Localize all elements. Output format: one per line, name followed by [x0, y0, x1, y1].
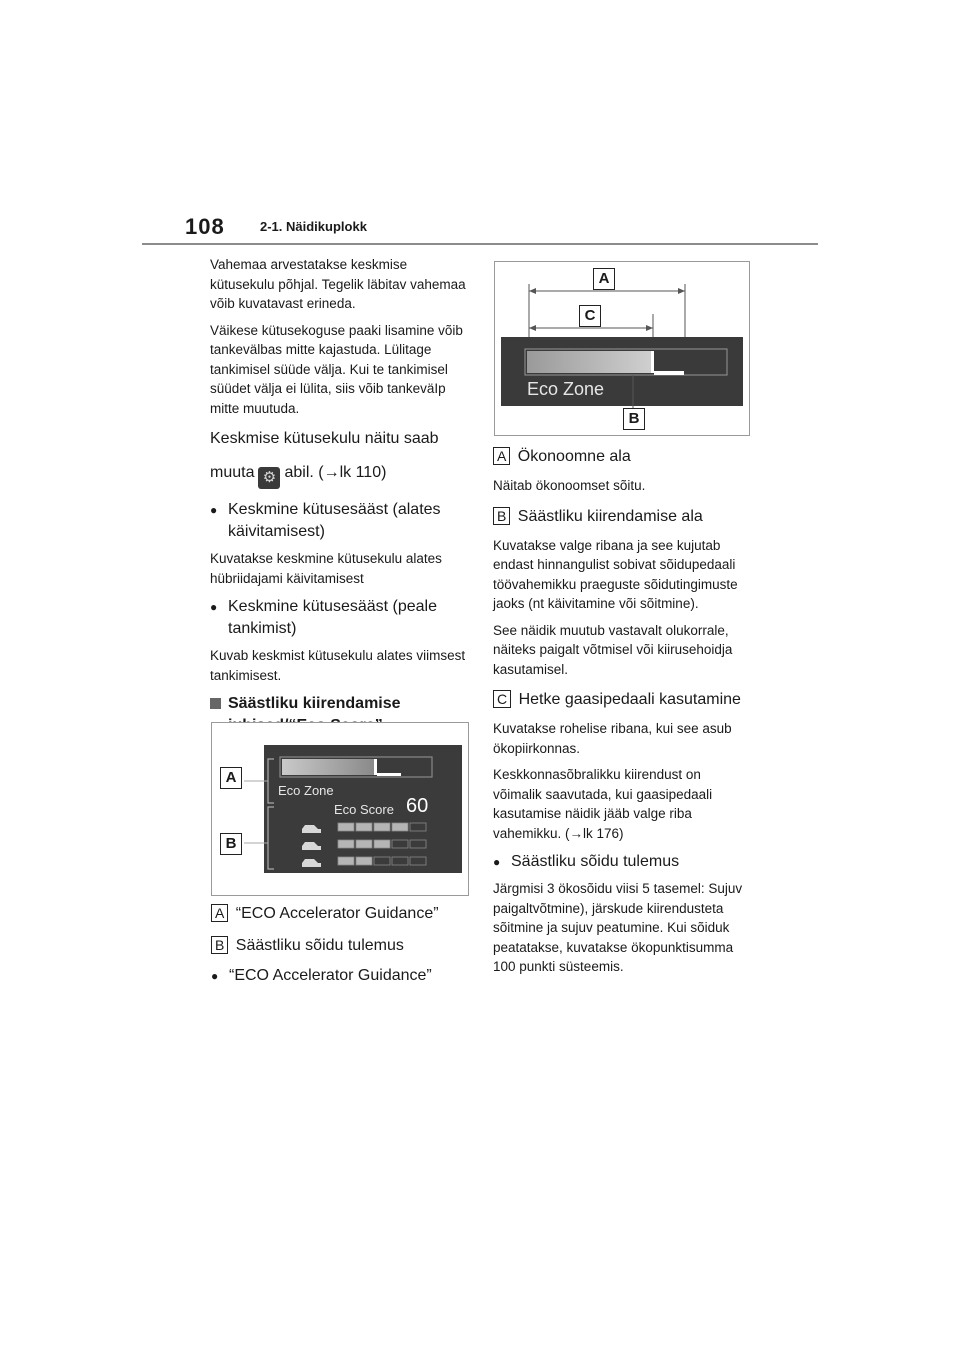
paragraph: Väikese kütusekoguse paaki lisamine võib tankevälbas mitte kajastuda. Lülitage tankimisel süüde välja. Kui te tankimisel süüdet välja ei lülita, siis võib tankeväIp mitte muutuda. — [210, 322, 463, 416]
figure-label-b: B — [623, 408, 645, 430]
paragraph: Vahemaa arvestatakse keskmise kütusekulu põhjal. Tegelik läbitav vahemaa võib kuvatavast erineda. — [210, 257, 466, 311]
eco-bar-marker — [374, 759, 377, 775]
arrowhead — [529, 325, 536, 331]
definition-c — [493, 689, 753, 711]
definition-title-c: Hetke gaasipedaali kasutamine — [518, 691, 741, 708]
paragraph-text: abil. (→lk 110) — [284, 464, 387, 481]
definition-key-c: C — [493, 690, 511, 708]
bullet-item: ● Keskmine kütusesääst (peale tankimist) — [210, 596, 470, 640]
bullet-item: ● Keskmine kütusesääst (alates käivitamisest) — [210, 499, 470, 543]
paragraph — [210, 459, 470, 489]
eco-zone-label: Eco Zone — [527, 379, 605, 399]
eco-bar-white-range — [654, 371, 684, 375]
paragraph: Kuvatakse valge ribana ja see kujutab endast hinnangulist sobivat sõidupedaali töövahemikku praeguste sõidutingimuste jaoks (nt käivitamine või sõitmine). — [493, 537, 738, 611]
figure-label-a: A — [220, 767, 242, 789]
section-heading-text: Säästliku kiirendamise — [228, 695, 401, 712]
eco-bar-white-range — [377, 773, 401, 776]
figure-label-a: A — [593, 268, 615, 290]
score-segment — [338, 823, 354, 831]
paragraph: Kuvab keskmist kütusekulu alates viimsest tankimisest. — [210, 648, 466, 683]
eco-bar-fill — [282, 759, 374, 775]
paragraph: Keskmise kütusekulu näitu saab — [210, 430, 439, 447]
definition-title-b: Säästliku kiirendamise ala — [517, 507, 703, 525]
definition-title-a: Ökonoomne ala — [517, 448, 631, 465]
left-legend — [211, 903, 471, 993]
arrowhead — [678, 288, 685, 294]
left-column — [210, 255, 470, 745]
score-segment — [374, 823, 390, 831]
eco-bar-marker — [651, 351, 654, 373]
eco-score-figure — [211, 722, 469, 896]
score-segment — [356, 857, 372, 865]
paragraph: See näidik muutub vastavalt olukorrale, näiteks paigalt võtmisel või kiirusehoidja kasutamisel. — [493, 622, 733, 677]
score-segment — [392, 823, 408, 831]
arrowhead — [529, 288, 536, 294]
definition-key-a: A — [493, 447, 510, 465]
paragraph: Kuvatakse rohelise ribana, kui see asub ökopiirkonnas. — [493, 721, 732, 756]
paragraph-text: muuta — [210, 464, 255, 481]
gear-icon: ⚙ — [258, 467, 280, 489]
bullet-item: ● “ECO Accelerator Guidance” — [211, 965, 471, 987]
figure-label-b: B — [220, 833, 242, 855]
score-segment — [338, 857, 354, 865]
paragraph: Näitab ökonoomset sõitu. — [493, 478, 646, 493]
paragraph: Kuvatakse keskmine kütusekulu alates hübriidajami käivitamisest — [210, 551, 442, 586]
paragraph: Keskkonnasõbralikku kiirendust on võimalik saavutada, kui gaasipedaali kasutamise näidik jääb valge riba vahemikku. (→lk 176) — [493, 767, 713, 841]
header-rule — [142, 243, 818, 245]
definition-a — [493, 446, 753, 468]
paragraph: Järgmisi 3 ökosõidu viisi 5 tasemel: Sujuv paigaltvõtmine), järskude kiirendusteta sõitmine ja sujuv peatumine. Kui sõiduk peatatakse, kuvatakse ökopunktisumma 100 punkti süsteemis. — [493, 881, 743, 974]
eco-score-label: Eco Score — [334, 802, 394, 817]
legend-item-b — [211, 935, 471, 957]
definition-b — [493, 506, 753, 528]
definition-key-b: B — [493, 507, 510, 525]
score-segment — [374, 840, 390, 848]
legend-item-a — [211, 903, 471, 925]
eco-zone-figure — [494, 261, 750, 436]
square-bullet-icon — [210, 698, 221, 709]
legend-key-a: A — [211, 904, 228, 922]
score-segment — [356, 840, 372, 848]
section-title: 2-1. Näidikuplokk — [260, 219, 367, 234]
score-segment — [338, 840, 354, 848]
figure-label-c: C — [579, 305, 601, 327]
bullet-item: ● Säästliku sõidu tulemus — [493, 851, 753, 873]
legend-text-b: Säästliku sõidu tulemus — [235, 937, 404, 954]
eco-zone-label: Eco Zone — [278, 783, 334, 798]
eco-bar-fill — [527, 351, 651, 373]
eco-zone-display — [495, 262, 749, 435]
arrowhead — [646, 325, 653, 331]
page-number: 108 — [185, 214, 225, 239]
legend-key-b: B — [211, 936, 228, 954]
eco-score-value: 60 — [406, 795, 429, 817]
right-column — [493, 446, 753, 984]
score-segment — [356, 823, 372, 831]
legend-text-a: “ECO Accelerator Guidance” — [235, 905, 439, 922]
